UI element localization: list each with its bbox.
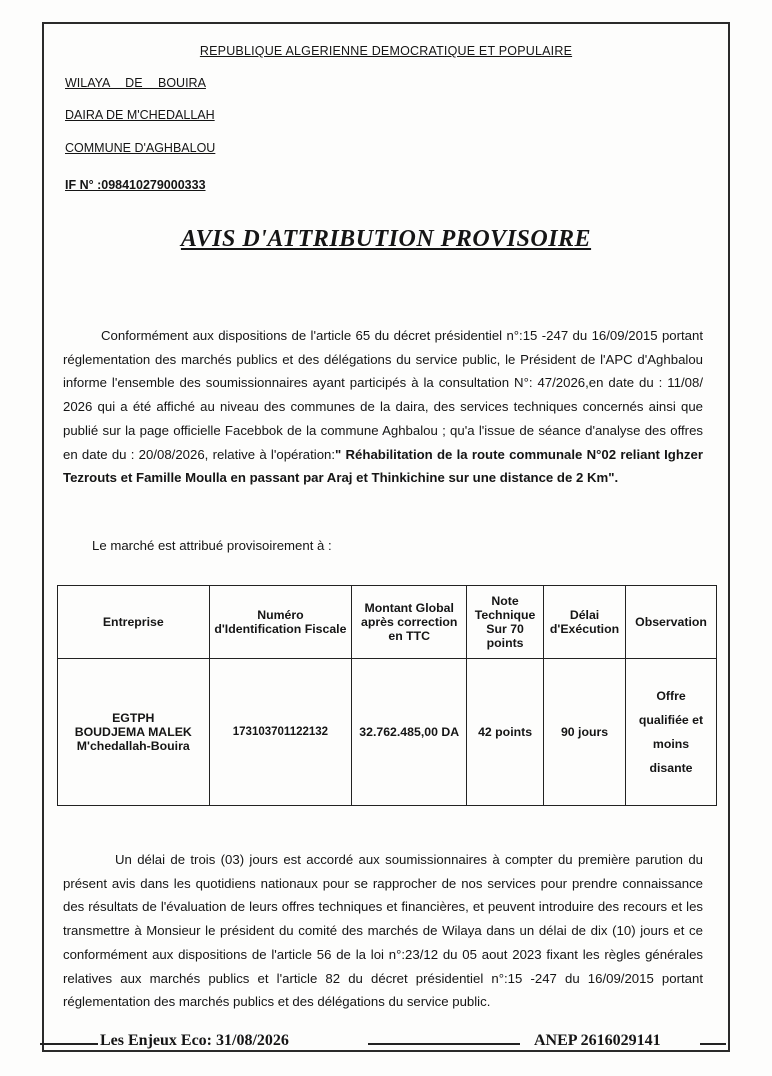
award-lead-in: Le marché est attribué provisoirement à :: [92, 538, 332, 553]
footer-rule-right: [700, 1043, 726, 1045]
header-observation: Observation: [626, 586, 717, 659]
entreprise-line-3: M'chedallah-Bouira: [76, 739, 190, 753]
cell-entreprise: [58, 659, 210, 806]
cell-observation: Offre qualifiée et moins disante: [626, 659, 717, 806]
commune-line: COMMUNE D'AGHBALOU: [65, 141, 216, 155]
table-header-row: [58, 586, 717, 659]
operation-text: " Réhabilitation de la route communale N°02 reliant Ighzer Tezrouts et Famille Moulla en passant par Araj et Thinkichine sur une distance de 2 Km".: [63, 446, 703, 486]
footer-rule-left: [40, 1043, 98, 1045]
header-montant: Montant Global après correction en TTC: [352, 586, 467, 659]
intro-text: Conformément aux dispositions de l'article 65 du décret présidentiel n°:15 -247 du 16/09/2015 portant réglementation des marchés publics et des délégations du service public, le Président de l'APC d'Aghbalou informe l'ensemble des soumissionnaires ayant participés à la consultation N°: 47/2026,en date du : 11/08/ 2026 qui a été affiché au niveau des communes de la daira, des services techniques concernés ainsi que publié sur la page officielle Facebbok de la commune Aghbalou ; qu'a l'issue de séance d'analyse des offres en date du : 20/08/2026, relative à l'opération:: [63, 328, 703, 462]
if-number-line: IF N° :098410279000333: [65, 178, 206, 192]
wilaya-line: WILAYA DE BOUIRA: [65, 76, 206, 90]
cell-montant: 32.762.485,00 DA: [352, 659, 467, 806]
closing-paragraph: Un délai de trois (03) jours est accordé aux soumissionnaires à compter du première parution du présent avis dans les quotidiens nationaux pour se rapprocher de nos services pour prendre connaissance des résultats de l'évaluation de leurs offres techniques et financières, et peuvent introduire des recours et les transmettre à Monsieur le président du comité des marchés de Wilaya dans un délai de dix (10) jours et ce conformément aux dispositions de l'article 56 de la loi n°:23/12 du 05 aout 2023 fixant les règles générales relatives aux marchés publics et l'article 82 du décret présidentiel n°:15 -247 du 16/09/2015 portant réglementation des marchés publics et des délégations du service public.: [63, 852, 703, 1010]
award-table: [57, 585, 717, 806]
daira-line: DAIRA DE M'CHEDALLAH: [65, 108, 215, 122]
header-nif: Numéro d'Identification Fiscale: [209, 586, 352, 659]
republic-heading: REPUBLIQUE ALGERIENNE DEMOCRATIQUE ET POPULAIRE: [199, 44, 573, 58]
cell-note: 42 points: [467, 659, 544, 806]
header-note: Note Technique Sur 70 points: [467, 586, 544, 659]
notice-title: AVIS D'ATTRIBUTION PROVISOIRE: [180, 226, 592, 252]
footer-rule-middle: [368, 1043, 520, 1045]
intro-paragraph: [63, 324, 703, 490]
footer-anep: ANEP 2616029141: [534, 1032, 661, 1049]
header-delai: Délai d'Exécution: [544, 586, 626, 659]
cell-nif: 173103701122132: [209, 659, 352, 806]
footer-newspaper: Les Enjeux Eco: 31/08/2026: [100, 1032, 289, 1049]
header-entreprise: Entreprise: [58, 586, 210, 659]
cell-delai: 90 jours: [544, 659, 626, 806]
table-row: [58, 659, 717, 806]
entreprise-line-2: BOUDJEMA MALEK: [74, 725, 192, 739]
entreprise-line-1: EGTPH: [112, 711, 155, 725]
